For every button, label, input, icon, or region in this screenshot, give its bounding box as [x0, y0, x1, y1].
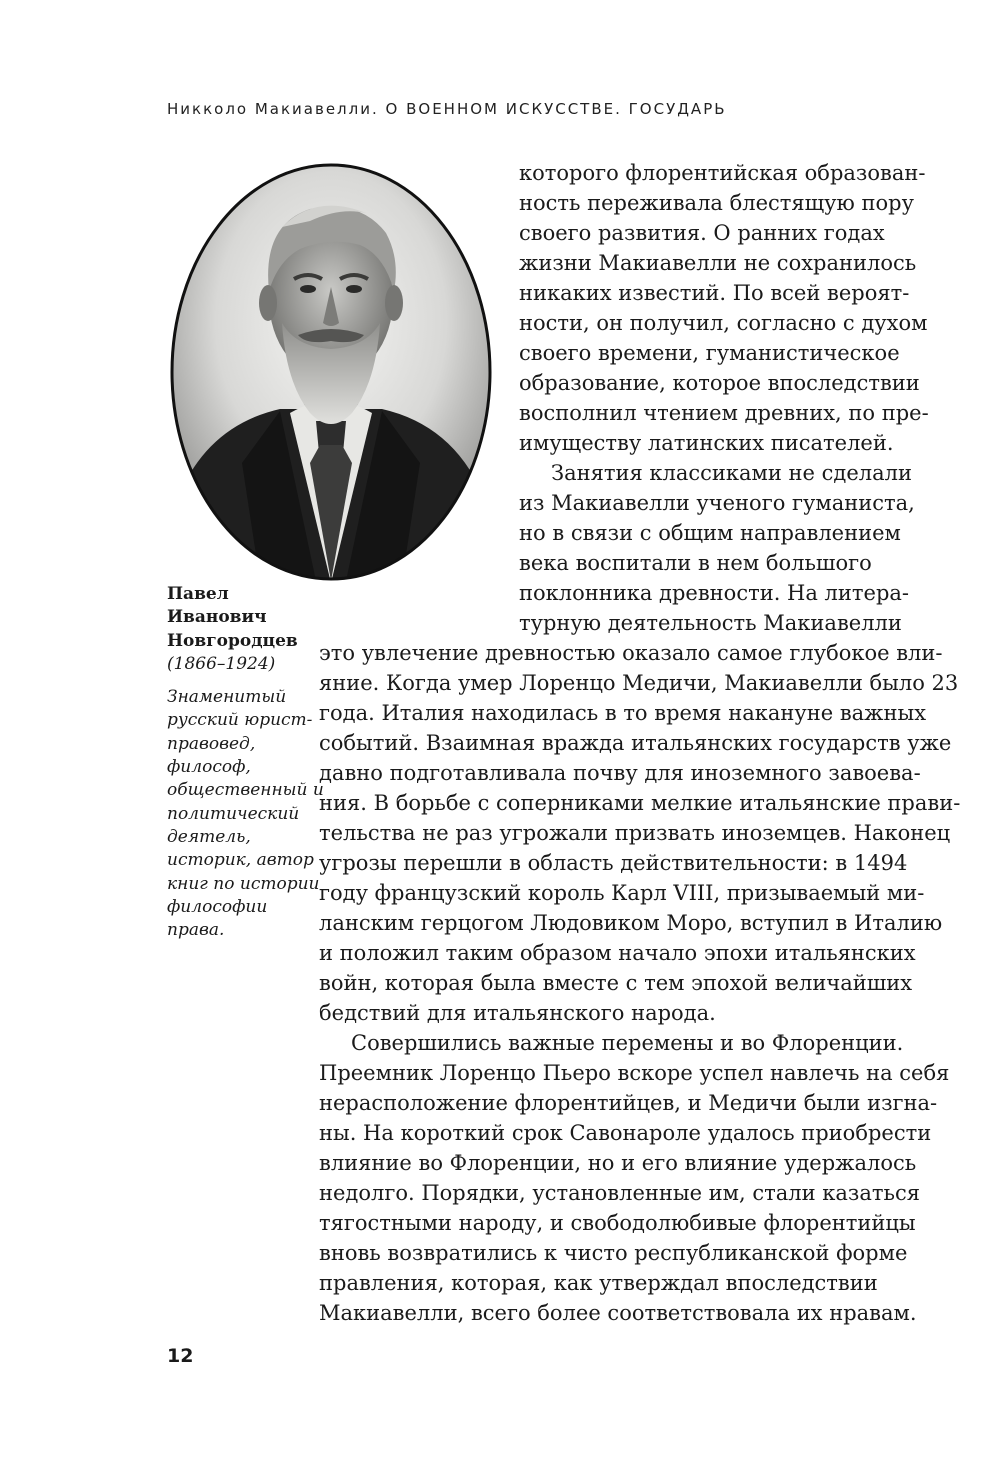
- body-line: Совершились важные перемены и во Флоренции.: [351, 1031, 904, 1055]
- body-line: турную деятельность Макиавелли: [519, 611, 902, 635]
- body-line: ности, он получил, согласно с духом: [519, 311, 928, 335]
- body-line: поклонника древности. На литера-: [519, 581, 909, 605]
- caption-bio: Знаменитый русский юрист-правовед, философ, общественный и политический деятель, историк, автор книг по истории философии права.: [167, 687, 324, 941]
- body-line: вновь возвратились к чисто республиканской форме: [319, 1241, 908, 1265]
- body-line: недолго. Порядки, установленные им, стали казаться: [319, 1181, 920, 1205]
- body-line: ния. В борьбе с соперниками мелкие итальянские прави-: [319, 791, 961, 815]
- body-line: тягостными народу, и свободолюбивые флорентийцы: [319, 1211, 916, 1235]
- body-line: своего развития. О ранних годах: [519, 221, 885, 245]
- body-line: это увлечение древностью оказало самое глубокое вли-: [319, 641, 943, 665]
- body-line: ны. На короткий срок Савонароле удалось приобрести: [319, 1121, 932, 1145]
- body-line: правления, которая, как утверждал впоследствии: [319, 1271, 878, 1295]
- body-line: бедствий для итальянского народа.: [319, 1001, 716, 1025]
- body-line: ланским герцогом Людовиком Моро, вступил в Италию: [319, 911, 943, 935]
- body-line: никаких известий. По всей вероят-: [519, 281, 910, 305]
- body-line: давно подготавливала почву для иноземного завоева-: [319, 761, 921, 785]
- body-line: но в связи с общим направлением: [519, 521, 901, 545]
- body-line: из Макиавелли ученого гуманиста,: [519, 491, 915, 515]
- body-line: и положил таким образом начало эпохи итальянских: [319, 941, 916, 965]
- body-line: имуществу латинских писателей.: [519, 431, 894, 455]
- body-line: ность переживала блестящую пору: [519, 191, 914, 215]
- body-line: которого флорентийская образован-: [519, 161, 926, 185]
- body-line: восполнил чтением древних, по пре-: [519, 401, 929, 425]
- body-line: Макиавелли, всего более соответствовала их нравам.: [319, 1301, 917, 1325]
- caption-years: (1866–1924): [167, 653, 276, 674]
- running-head: Никколо Макиавелли. О ВОЕННОМ ИСКУССТВЕ. ГОСУДАРЬ: [167, 100, 727, 118]
- body-line: жизни Макиавелли не сохранилось: [519, 251, 917, 275]
- body-line: событий. Взаимная вражда итальянских государств уже: [319, 731, 952, 755]
- page-number: 12: [167, 1345, 194, 1367]
- body-line: своего времени, гуманистическое: [519, 341, 900, 365]
- body-line: году французский король Карл VIII, призываемый ми-: [319, 881, 925, 905]
- body-line: Преемник Лоренцо Пьеро вскоре успел навлечь на себя: [319, 1061, 950, 1085]
- body-line: влияние во Флоренции, но и его влияние удержалось: [319, 1151, 917, 1175]
- body-line: яние. Когда умер Лоренцо Медичи, Макиавелли было 23: [319, 671, 959, 695]
- body-line: нерасположение флорентийцев, и Медичи были изгна-: [319, 1091, 938, 1115]
- body-line: года. Италия находилась в то время накануне важных: [319, 701, 927, 725]
- body-line: тельства не раз угрожали призвать иноземцев. Наконец: [319, 821, 951, 845]
- portrait-photo: [170, 163, 492, 581]
- body-line: войн, которая была вместе с тем эпохой величайших: [319, 971, 913, 995]
- body-line: Занятия классиками не сделали: [551, 461, 912, 485]
- body-line: века воспитали в нем большого: [519, 551, 872, 575]
- caption-name: Павел Иванович Новгородцев: [167, 584, 298, 651]
- portrait-caption: [167, 583, 327, 942]
- body-line: образование, которое впоследствии: [519, 371, 920, 395]
- body-line: угрозы перешли в область действительности: в 1494: [319, 851, 908, 875]
